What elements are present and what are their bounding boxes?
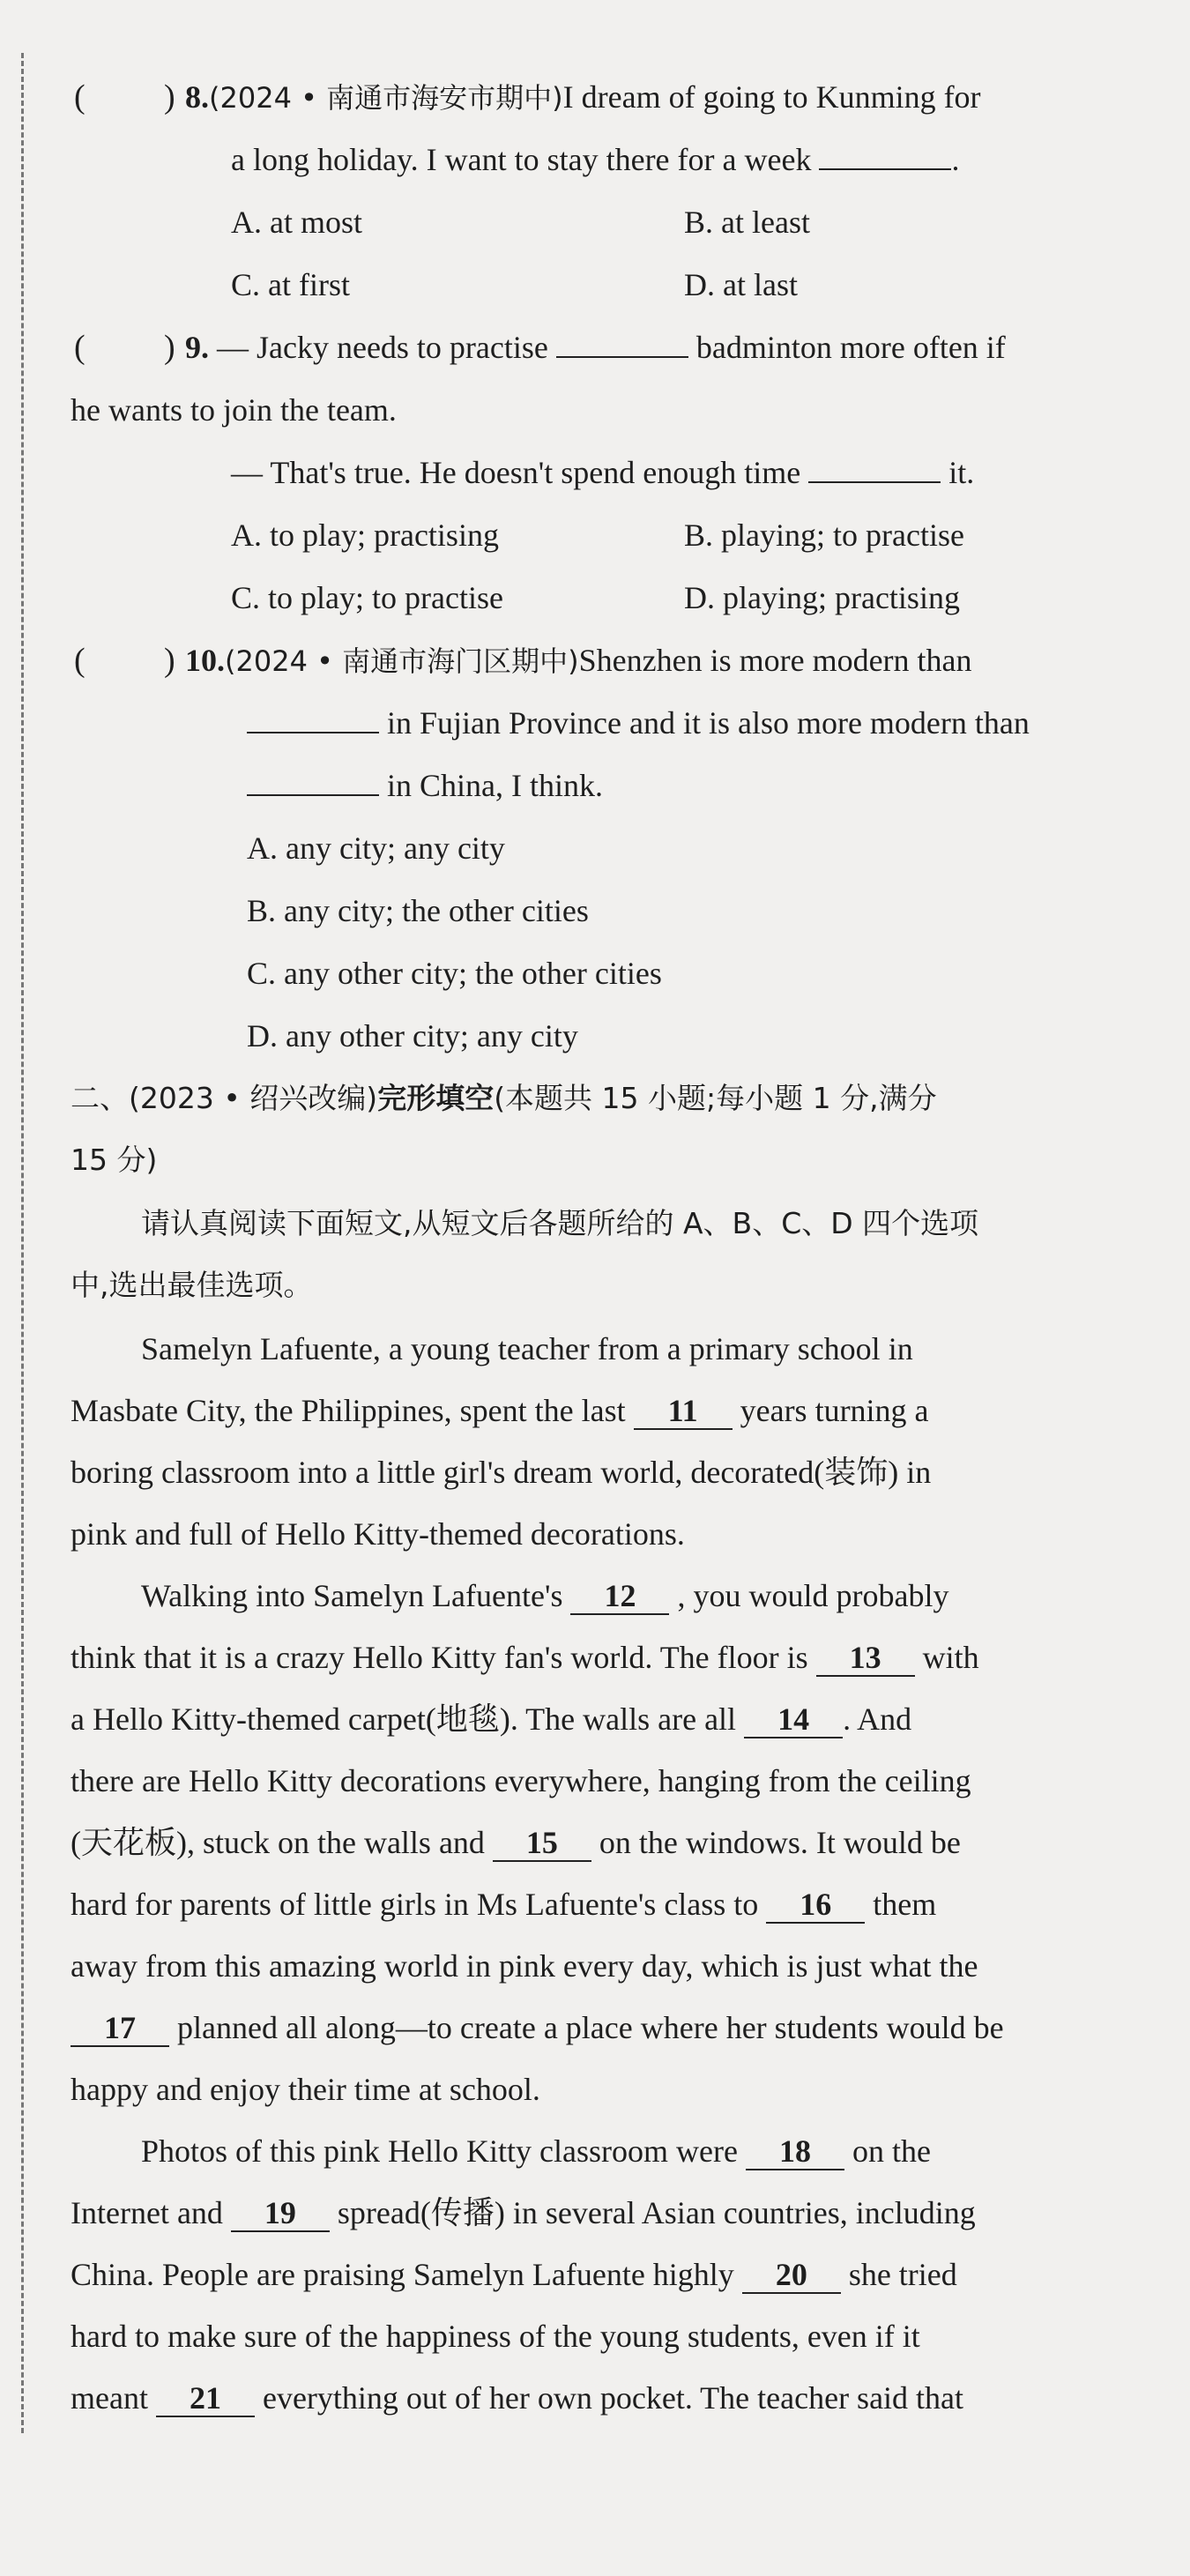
passage-line: boring classroom into a little girl's dream world, decorated(装饰) in <box>71 1455 932 1490</box>
question-stem: it. <box>948 455 975 490</box>
passage-text: them <box>873 1887 937 1922</box>
question-8-line-1 <box>185 76 981 119</box>
option-c: C. to play; to practise <box>231 580 503 615</box>
question-9-line-3 <box>231 451 974 494</box>
passage-line: happy and enjoy their time at school. <box>71 2072 540 2107</box>
passage-text: meant <box>71 2380 148 2416</box>
answer-blank <box>247 702 379 733</box>
passage-text: planned all along—to create a place where her students would be <box>177 2010 1004 2045</box>
option-c: C. any other city; the other cities <box>247 956 662 991</box>
blank-12: 12 <box>570 1578 669 1615</box>
question-number: 8. <box>185 79 209 115</box>
question-stem: badminton more often if <box>695 330 1006 365</box>
blank-18: 18 <box>746 2133 844 2170</box>
passage-text: (天花板), stuck on the walls and <box>71 1825 485 1860</box>
section-2-desc-line: 15 分) <box>71 1143 158 1177</box>
blank-15: 15 <box>493 1825 591 1862</box>
instruction-line-1: 请认真阅读下面短文,从短文后各题所给的 A、B、C、D 四个选项 <box>141 1206 979 1240</box>
question-stem: in Fujian Province and it is also more modern than <box>387 705 1030 741</box>
passage-line <box>71 1636 979 1679</box>
passage-text: she tried <box>848 2257 957 2292</box>
passage-line: hard to make sure of the happiness of the young students, even if it <box>71 2319 920 2354</box>
passage-text: China. People are praising Samelyn Lafuente highly <box>71 2257 734 2292</box>
option-b: B. any city; the other cities <box>247 893 589 928</box>
question-stem: in China, I think. <box>387 768 603 803</box>
question-stem: . <box>951 142 960 177</box>
passage-line <box>71 1698 911 1740</box>
question-9-line-1 <box>185 326 1006 369</box>
passage-line: pink and full of Hello Kitty-themed decorations. <box>71 1516 685 1552</box>
passage-text: on the <box>852 2133 931 2169</box>
question-number: 9. <box>185 330 209 365</box>
passage-text: Walking into Samelyn Lafuente's <box>141 1578 563 1613</box>
passage-line: there are Hello Kitty decorations everywhere, hanging from the ceiling <box>71 1763 971 1798</box>
answer-paren-close: ) <box>164 78 175 115</box>
passage-text: everything out of her own pocket. The teacher said that <box>262 2380 964 2416</box>
question-10-line-3 <box>247 764 603 807</box>
answer-paren-open: ( <box>74 329 86 366</box>
section-prefix: 二、(2023 • 绍兴改编) <box>71 1081 378 1115</box>
passage-line <box>71 2006 1004 2049</box>
answer-paren-open: ( <box>74 78 86 115</box>
passage-line <box>71 1883 936 1925</box>
passage-line <box>71 1389 929 1432</box>
answer-paren-close: ) <box>164 642 175 679</box>
question-9-line-2: he wants to join the team. <box>71 392 397 428</box>
option-a: A. to play; practising <box>231 517 499 553</box>
question-10-line-2 <box>247 702 1030 744</box>
section-2-title-line <box>71 1077 937 1120</box>
option-c: C. at first <box>231 267 350 302</box>
passage-line <box>141 2130 931 2172</box>
passage-line: Samelyn Lafuente, a young teacher from a primary school in <box>141 1331 913 1366</box>
blank-14: 14 <box>744 1701 843 1738</box>
answer-paren-open: ( <box>74 642 86 679</box>
blank-16: 16 <box>766 1887 865 1924</box>
passage-text: hard for parents of little girls in Ms Lafuente's class to <box>71 1887 759 1922</box>
section-description: (本题共 15 小题;每小题 1 分,满分 <box>494 1081 937 1115</box>
passage-line <box>71 2192 976 2234</box>
answer-blank <box>556 326 688 358</box>
option-d: D. at last <box>684 267 798 302</box>
question-number: 10. <box>185 643 225 678</box>
passage-text: Masbate City, the Philippines, spent the last <box>71 1393 626 1428</box>
question-10-line-1 <box>185 639 972 682</box>
passage-text: Photos of this pink Hello Kitty classroom were <box>141 2133 738 2169</box>
blank-21: 21 <box>156 2380 255 2417</box>
option-a: A. at most <box>231 205 362 240</box>
passage-text: a Hello Kitty-themed carpet(地毯). The walls are all <box>71 1701 737 1737</box>
passage-line: away from this amazing world in pink every day, which is just what the <box>71 1948 978 1984</box>
answer-blank <box>819 138 951 170</box>
question-stem: I dream of going to Kunming for <box>562 79 981 115</box>
passage-line <box>141 1575 948 1617</box>
question-stem: Shenzhen is more modern than <box>578 643 972 678</box>
option-d: D. any other city; any city <box>247 1018 578 1053</box>
passage-text: , you would probably <box>677 1578 949 1613</box>
question-source: (2024 • 南通市海门区期中) <box>225 644 579 678</box>
passage-line <box>71 2253 957 2296</box>
passage-text: . And <box>843 1701 912 1737</box>
question-source: (2024 • 南通市海安市期中) <box>209 81 563 115</box>
passage-line <box>71 1821 961 1864</box>
question-stem: a long holiday. I want to stay there for a week <box>231 142 812 177</box>
passage-text: on the windows. It would be <box>599 1825 961 1860</box>
binding-margin-line <box>21 53 24 2433</box>
question-stem: — Jacky needs to practise <box>217 330 548 365</box>
option-b: B. playing; to practise <box>684 517 964 553</box>
option-b: B. at least <box>684 205 810 240</box>
blank-13: 13 <box>816 1640 915 1677</box>
option-d: D. playing; practising <box>684 580 960 615</box>
question-stem: — That's true. He doesn't spend enough time <box>231 455 801 490</box>
page-bottom-margin <box>0 2433 1190 2576</box>
answer-paren-close: ) <box>164 329 175 366</box>
passage-text: think that it is a crazy Hello Kitty fan's world. The floor is <box>71 1640 808 1675</box>
passage-text: Internet and <box>71 2195 223 2230</box>
answer-blank <box>808 451 941 483</box>
option-a: A. any city; any city <box>247 830 505 866</box>
instruction-line-2: 中,选出最佳选项。 <box>71 1268 313 1302</box>
blank-17: 17 <box>71 2010 169 2047</box>
passage-text: years turning a <box>740 1393 929 1428</box>
blank-19: 19 <box>231 2195 330 2232</box>
section-title: 完形填空 <box>377 1081 495 1115</box>
blank-11: 11 <box>634 1393 733 1430</box>
passage-text: spread(传播) in several Asian countries, including <box>337 2195 976 2230</box>
passage-line <box>71 2377 963 2419</box>
question-8-line-2 <box>231 138 959 181</box>
answer-blank <box>247 764 379 796</box>
blank-20: 20 <box>742 2257 841 2294</box>
passage-text: with <box>922 1640 979 1675</box>
